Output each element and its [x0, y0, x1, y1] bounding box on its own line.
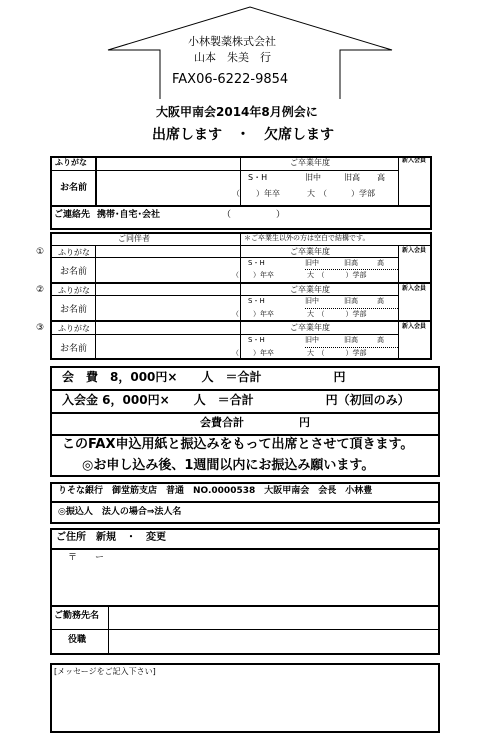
grad-year-label: ご卒業年度: [290, 158, 330, 167]
contact-paren: （ ）: [222, 210, 286, 220]
companion1-name-label: お名前: [60, 267, 88, 277]
bank-account: りそな銀行 御堂筋支店 普通 NO.0000538 大阪甲南会 会長 小林豊: [58, 486, 373, 496]
companion3-dai-label: 大 （ ）学部: [307, 349, 367, 357]
companion2-sh-label: S・H: [248, 297, 265, 305]
companion3-sh-label: S・H: [248, 336, 265, 344]
contact-types[interactable]: 携帯･自宅･会社: [97, 210, 161, 220]
companion3-number: ③: [36, 323, 45, 333]
companion2-name-label: お名前: [60, 305, 88, 315]
entry-fee-line: 入会金 6，000円× 人 ＝合計 円（初回のみ）: [62, 393, 410, 407]
companion-table: [50, 232, 432, 360]
sh-label: S・H: [248, 173, 268, 182]
kyu-chu-label: 旧中: [305, 173, 321, 182]
companion1-furigana-label: ふりがな: [58, 248, 90, 257]
companion2-ko-label: 高: [377, 297, 384, 305]
contact-label: ご連絡先: [54, 210, 91, 220]
companion3-furigana-label: ふりがな: [58, 324, 90, 333]
companion3-new-member-label: 新入会員: [402, 323, 427, 330]
companion1-ko-label: 高: [377, 259, 384, 267]
header-person: 山本 朱美 行: [194, 51, 271, 64]
work-label: ご勤務先名: [54, 611, 100, 621]
transfer-note: ◎振込人 法人の場合⇒法人名: [58, 507, 182, 517]
kyu-ko-label: 旧高: [344, 173, 360, 182]
companion2-number: ②: [36, 285, 45, 295]
header-company: 小林製薬株式会社: [188, 35, 276, 48]
message-label: [メッセージをご記入下さい]: [54, 667, 156, 676]
ko-label: 高: [377, 173, 385, 182]
companion1-dai-label: 大 （ ）学部: [307, 271, 367, 279]
companion1-sh-label: S・H: [248, 259, 265, 267]
position-label: 役職: [68, 635, 87, 645]
furigana-label: ふりがな: [55, 158, 87, 167]
companion1-kyu-chu-label: 旧中: [305, 259, 319, 267]
name-label: お名前: [60, 183, 88, 193]
address-label[interactable]: ご住所 新規 ・ 変更: [56, 532, 166, 543]
companion2-kyu-ko-label: 旧高: [344, 297, 358, 305]
attend-choice[interactable]: 出席します ・ 欠席します: [152, 127, 334, 143]
companion3-kyu-chu-label: 旧中: [305, 336, 319, 344]
companion2-new-member-label: 新入会員: [402, 285, 427, 292]
companion-note: ＊ご卒業生以外の方は空白で結構です。: [244, 234, 370, 242]
companion1-year-grad-label: （ ）年卒: [232, 271, 274, 279]
companion3-year-grad-label: （ ）年卒: [232, 349, 274, 357]
companion2-furigana-label: ふりがな: [58, 286, 90, 295]
companion1-number: ①: [36, 247, 45, 257]
companion3-kyu-ko-label: 旧高: [344, 336, 358, 344]
companion2-dai-label: 大 （ ）学部: [307, 310, 367, 318]
companion3-grad-year-label: ご卒業年度: [290, 323, 330, 332]
payment-notice: ◎お申し込み後、1週間以内にお振込み願います。: [82, 458, 375, 473]
companion1-new-member-label: 新入会員: [402, 247, 427, 254]
fax-notice: このFAX申込用紙と振込みをもって出席とさせて頂きます。: [62, 437, 414, 452]
companion1-kyu-ko-label: 旧高: [344, 259, 358, 267]
companion2-grad-year-label: ご卒業年度: [290, 285, 330, 294]
year-grad-label: （ ）年卒: [232, 189, 280, 198]
dai-label: 大 （ ）学部: [307, 189, 375, 198]
new-member-label: 新入会員: [402, 157, 427, 164]
companion2-kyu-chu-label: 旧中: [305, 297, 319, 305]
companion3-ko-label: 高: [377, 336, 384, 344]
header-fax: FAX06-6222-9854: [172, 72, 289, 87]
companion-label: ご同伴者: [118, 234, 150, 243]
companion3-name-label: お名前: [60, 344, 88, 354]
total-fee-line: 会費合計 円: [200, 416, 310, 429]
event-title: 大阪甲南会2014年8月例会に: [156, 105, 318, 119]
companion2-year-grad-label: （ ）年卒: [232, 310, 274, 318]
fee-line: 会 費 8，000円× 人 ＝合計 円: [62, 370, 346, 384]
postal-code[interactable]: 〒 ー: [68, 553, 105, 563]
companion1-grad-year-label: ご卒業年度: [290, 247, 330, 256]
